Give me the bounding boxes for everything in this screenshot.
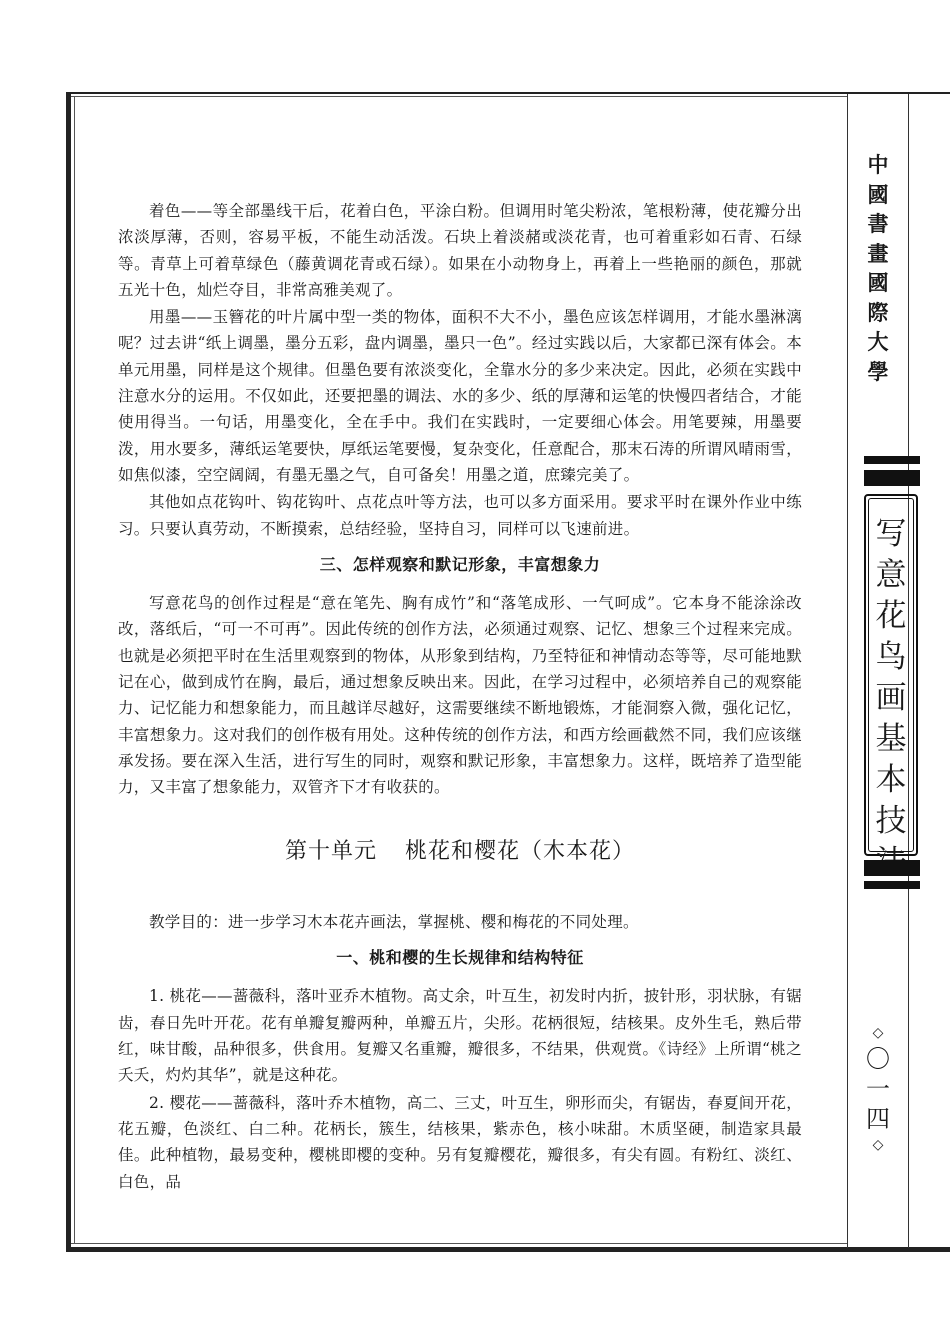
school-char: 書 [867,211,889,236]
paragraph-peach: 1. 桃花——蔷薇科，落叶亚乔木植物。高丈余，叶互生，初发时内折，披针形，羽状脉，有锯齿，春日先叶开花。花有单瓣复瓣两种，单瓣五片，尖形。花柄很短，结核果。皮外生毛，熟后带红，味甘酸，品种很多，供食用。复瓣又名重瓣，瓣很多，不结果，供观赏。《诗经》上所谓“桃之夭夭，灼灼其华”，就是这种花。 [118,987,802,1085]
title-band-top-thin [864,456,920,464]
book-title-char: 写 [875,516,907,552]
unit-title [118,839,802,865]
paragraph-observation: 写意花鸟的创作过程是“意在笔先、胸有成竹”和“落笔成形、一气呵成”。它本身不能涂涂改改，落纸后，“可一不可再”。因此传统的创作方法，必须通过观察、记忆、想象三个过程来完成。也就是必须把平时在生活里观察到的物体，从形象到结构，乃至特征和神情动态等等，尽可能地默记在心，做到成竹在胸，最后，通过想象反映出来。因此，在学习过程中，必须培养自己的观察能力、记忆能力和想象能力，而且越详尽越好，这需要继续不断地锻炼，才能洞察入微，强化记忆，丰富想象力。这对我们的创作极有用处。这种传统的创作方法，和西方绘画截然不同，我们应该继承发扬。要在深入生活，进行写生的同时，观察和默记形象，丰富想象力。这样，既培养了造型能力，又丰富了想象能力，双管齐下才有收获的。 [118,594,802,797]
diamond-icon: ◇ [872,1025,884,1041]
school-char: 際 [867,299,889,325]
title-band-top-thick [864,470,920,486]
book-title-char: 花 [875,598,907,634]
page-number-char: 〇 [866,1045,890,1073]
school-char: 中 [867,152,889,177]
school-char: 國 [867,181,889,207]
paragraph-coloring: 着色——等全部墨线干后，花着白色，平涂白粉。但调用时笔尖粉浓，笔根粉薄，使花瓣分出浓淡厚薄，否则，容易平板，不能生动活泼。石块上着淡赭或淡花青，也可着重彩如石青、石绿等。青草上可着草绿色（藤黄调花青或石绿）。如果在小动物身上，再着上一些艳丽的颜色，那就五光十色，灿烂夺目，非常高雅美观了。 [118,202,802,299]
diamond-icon: ◇ [872,1137,884,1153]
paragraph-cherry: 2. 樱花——蔷薇科，落叶乔木植物，高二、三丈，叶互生，卵形而尖，有锯齿，春夏间开花，花五瓣，色淡红、白二种。花柄长，簇生，结核果，紫赤色，核小味甜。木质坚硬，制造家具最佳。此种植物，最易变种，樱桃即樱的变种。另有复瓣樱花，瓣很多，有尖有圆。有粉红、淡红、白色，品 [118,1093,802,1191]
school-char: 國 [867,270,889,295]
page-number-char: 一 [866,1075,890,1103]
paragraph-other-methods: 其他如点花钩叶、钩花钩叶、点花点叶等方法，也可以多方面采用。要求平时在课外作业中练习。只要认真劳动，不断摸索，总结经验，坚持自习，同样可以飞速前进。 [118,493,802,538]
page-frame-left-inner [74,96,75,1244]
school-char: 畫 [867,240,889,266]
page-frame-bottom-inner [71,1243,847,1244]
book-title-char: 画 [875,680,907,716]
book-title-char: 意 [875,557,907,593]
page-frame-left [66,92,71,1252]
page-frame-top [68,92,950,94]
book-title-char: 本 [875,762,907,798]
page-frame-top-inner [71,96,847,97]
page-number-char: 四 [866,1105,890,1133]
book-title-char: 技 [875,803,907,839]
school-char: 大 [867,329,889,354]
sidebar-rule-left [847,94,848,1248]
unit-title-number: 第十单元 [284,838,377,864]
school-char: 學 [867,358,889,384]
title-band-bottom-thin [864,881,920,889]
section-heading-growth: 一、桃和樱的生长规律和结构特征 [336,948,584,968]
page-frame-bottom [68,1247,950,1252]
paragraph-ink: 用墨——玉簪花的叶片属中型一类的物体，面积不大不小，墨色应该怎样调用，才能水墨淋漓呢？过去讲“纸上调墨，墨分五彩，盘内调墨，墨只一色”。经过实践以后，大家都已深有体会。本单元用墨，同样是这个规律。但墨色要有浓淡变化，全靠水分的多少来决定。因此，必须在实践中注意水分的运用。不仅如此，还要把墨的调法、水的多少、纸的厚薄和运笔的快慢四者结合，才能使用得当。一句话，用墨变化，全在手中。我们在实践时，一定要细心体会。用笔要辣，用墨要泼，用水要多，薄纸运笔要快，厚纸运笔要慢，复杂变化，任意配合，那末石涛的所谓风晴雨雪，如焦似漆，空空阔阔，有墨无墨之气，自可备矣！用墨之道，庶臻完美了。 [118,308,802,484]
book-title-vertical [864,514,918,883]
teaching-purpose: 教学目的：进一步学习木本花卉画法，掌握桃、樱和梅花的不同处理。 [149,912,639,931]
book-title-char: 鸟 [875,639,907,675]
school-name-vertical [856,150,900,386]
title-band-bottom-thick [864,860,920,876]
section-heading-observation: 三、怎样观察和默记形象，丰富想象力 [319,554,601,574]
book-title-char: 基 [875,721,907,757]
page-number-vertical [858,1022,898,1156]
page-body [118,198,802,1195]
unit-title-name: 桃花和樱花（木本花） [405,838,636,864]
